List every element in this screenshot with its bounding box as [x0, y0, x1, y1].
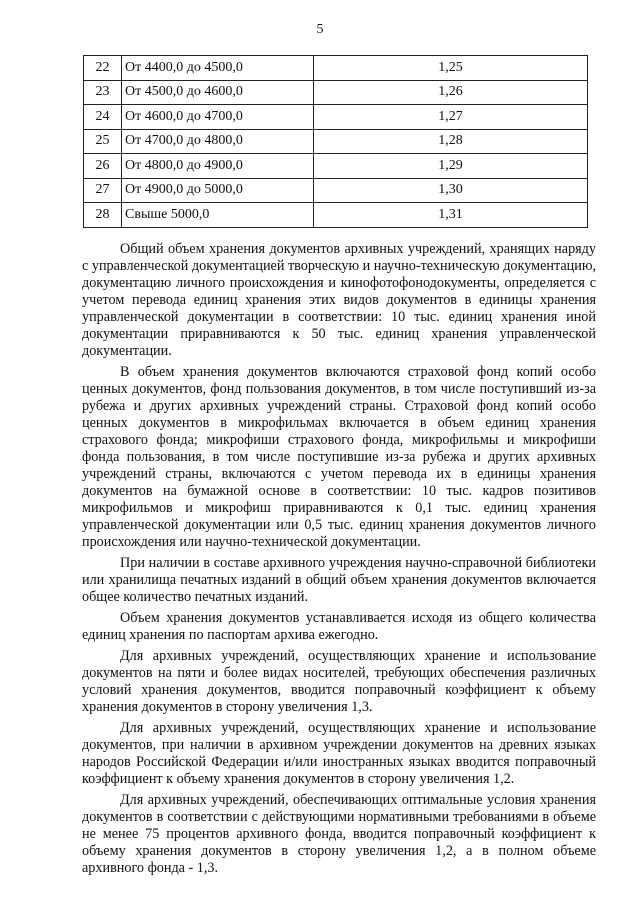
- volume-range: Свыше 5000,0: [122, 203, 314, 228]
- row-number: 25: [84, 129, 122, 154]
- row-number: 28: [84, 203, 122, 228]
- table-row: [84, 105, 588, 130]
- paragraph-language-coefficient: Для архивных учреждений, осуществляющих хранение и использование документов, при наличии в архивном учреждении документов на древних языках народов Российской Федерации и/или иностранных языках вводится поправочный коэффициент к объему хранения документов в сторону увеличения 1,2.: [82, 720, 596, 787]
- row-number: 22: [84, 56, 122, 81]
- paragraph-media-coefficient: Для архивных учреждений, осуществляющих хранение и использование документов на пяти и более видах носителей, требующих обеспечения различных условий хранения документов, вводится поправочный коэффициент к объему хранения документов в сторону увеличения 1,3.: [82, 648, 596, 715]
- row-number: 24: [84, 105, 122, 130]
- row-number: 27: [84, 178, 122, 203]
- volume-range: От 4400,0 до 4500,0: [122, 56, 314, 81]
- paragraph-conversion-rules: Общий объем хранения документов архивных учреждений, хранящих наряду с управленческой документацией творческую и научно-техническую документацию, документацию личного происхождения и кинофотофонодокументы, определяется с учетом перевода единиц хранения этих видов документов в единицы хранения управленческой документации в соответствии: 10 тыс. единиц хранения иной документации приравниваются к 50 тыс. единиц хранения управленческой документации.: [82, 241, 596, 359]
- coefficient-value: 1,31: [314, 203, 588, 228]
- volume-range: От 4500,0 до 4600,0: [122, 80, 314, 105]
- coefficient-value: 1,29: [314, 154, 588, 179]
- table-row: [84, 129, 588, 154]
- table-row: [84, 178, 588, 203]
- table-row: [84, 80, 588, 105]
- row-number: 26: [84, 154, 122, 179]
- coefficient-value: 1,27: [314, 105, 588, 130]
- coefficient-value: 1,28: [314, 129, 588, 154]
- paragraph-annual-volume: Объем хранения документов устанавливается исходя из общего количества единиц хранения по паспортам архива ежегодно.: [82, 610, 596, 643]
- row-number: 23: [84, 80, 122, 105]
- page-number: 5: [316, 22, 324, 37]
- body-text: [82, 241, 596, 881]
- coefficient-value: 1,26: [314, 80, 588, 105]
- volume-range: От 4600,0 до 4700,0: [122, 105, 314, 130]
- volume-range: От 4800,0 до 4900,0: [122, 154, 314, 179]
- table-row: [84, 203, 588, 228]
- table-row: [84, 154, 588, 179]
- table-row: [84, 56, 588, 81]
- volume-range: От 4900,0 до 5000,0: [122, 178, 314, 203]
- coefficient-table: [83, 55, 588, 228]
- coefficient-value: 1,30: [314, 178, 588, 203]
- coefficient-value: 1,25: [314, 56, 588, 81]
- paragraph-storage-conditions-coefficient: Для архивных учреждений, обеспечивающих оптимальные условия хранения документов в соответствии с действующими нормативными требованиями в объеме не менее 75 процентов архивного фонда, вводится поправочный коэффициент к объему хранения документов в сторону увеличения 1,2, а в полном объеме архивного фонда - 1,3.: [82, 792, 596, 876]
- volume-range: От 4700,0 до 4800,0: [122, 129, 314, 154]
- paragraph-library: При наличии в составе архивного учреждения научно-справочной библиотеки или хранилища печатных изданий в общий объем хранения документов включается общее количество печатных изданий.: [82, 555, 596, 605]
- paragraph-insurance-fund: В объем хранения документов включаются страховой фонд копий особо ценных документов, фонд пользования документов, в том числе поступивший из-за рубежа и других архивных учреждений страны. Страховой фонд копий особо ценных документов в микрофильмах включается в объем единиц хранения страхового фонда; микрофиши страхового фонда, микрофильмы и микрофиши фонда пользования, в том числе поступившие из-за рубежа и других архивных учреждений страны, включаются с учетом перевода их в единицы хранения документов на бумажной основе в соответствии: 10 тыс. кадров позитивов микрофильмов и микрофиш приравниваются к 0,1 тыс. единиц хранения управленческой документации или 0,5 тыс. единиц хранения документов личного происхождения или научно-технической документации.: [82, 364, 596, 550]
